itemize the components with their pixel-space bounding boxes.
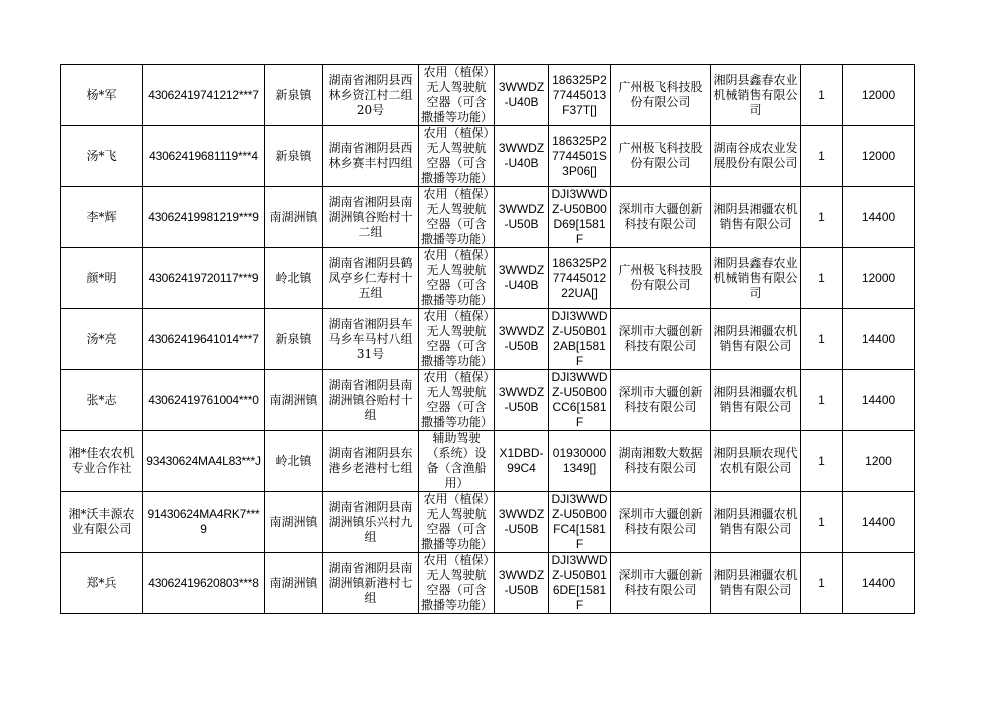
- table-row: [61, 370, 915, 431]
- cell-model: 3WWDZ-U40B: [495, 248, 549, 309]
- cell-model: 3WWDZ-U50B: [495, 370, 549, 431]
- cell-id: 43062419981219***9: [143, 187, 265, 248]
- cell-model: X1DBD-99C4: [495, 431, 549, 492]
- cell-address: 湖南省湘阴县南湖洲镇乐兴村九组: [323, 492, 419, 553]
- cell-product: 农用（植保）无人驾驶航空器（可含撒播等功能）: [419, 187, 495, 248]
- cell-amount: 14400: [843, 370, 915, 431]
- cell-seller: 湘阴县湘疆农机销售有限公司: [711, 370, 801, 431]
- cell-amount: 1200: [843, 431, 915, 492]
- cell-id: 43062419761004***0: [143, 370, 265, 431]
- cell-manufacturer: 湖南湘数大数据科技有限公司: [611, 431, 711, 492]
- cell-seller: 湘阴县湘疆农机销售有限公司: [711, 492, 801, 553]
- cell-model: 3WWDZ-U40B: [495, 65, 549, 126]
- cell-amount: 14400: [843, 553, 915, 614]
- cell-seller: 湘阴县湘疆农机销售有限公司: [711, 187, 801, 248]
- cell-name: 杨*军: [61, 65, 143, 126]
- cell-manufacturer: 深圳市大疆创新科技有限公司: [611, 553, 711, 614]
- cell-product: 农用（植保）无人驾驶航空器（可含撒播等功能）: [419, 492, 495, 553]
- cell-address: 湖南省湘阴县鹤凤亭乡仁寿村十五组: [323, 248, 419, 309]
- cell-address: 湖南省湘阴县南湖洲镇谷贻村十二组: [323, 187, 419, 248]
- table-row: [61, 492, 915, 553]
- cell-town: 南湖洲镇: [265, 492, 323, 553]
- cell-quantity: 1: [801, 309, 843, 370]
- cell-name: 湘*沃丰源农业有限公司: [61, 492, 143, 553]
- cell-manufacturer: 广州极飞科技股份有限公司: [611, 126, 711, 187]
- cell-name: 李*辉: [61, 187, 143, 248]
- cell-quantity: 1: [801, 126, 843, 187]
- cell-manufacturer: 深圳市大疆创新科技有限公司: [611, 309, 711, 370]
- cell-town: 岭北镇: [265, 431, 323, 492]
- cell-quantity: 1: [801, 248, 843, 309]
- cell-name: 郑*兵: [61, 553, 143, 614]
- cell-quantity: 1: [801, 65, 843, 126]
- cell-seller: 湘阴县湘疆农机销售有限公司: [711, 553, 801, 614]
- cell-amount: 12000: [843, 126, 915, 187]
- cell-quantity: 1: [801, 370, 843, 431]
- cell-quantity: 1: [801, 553, 843, 614]
- cell-product: 农用（植保）无人驾驶航空器（可含撒播等功能）: [419, 370, 495, 431]
- table-row: [61, 126, 915, 187]
- cell-serial: DJI3WWDZ-U50B00D69[1581F: [549, 187, 611, 248]
- cell-seller: 湘阴县鑫春农业机械销售有限公司: [711, 248, 801, 309]
- cell-product: 农用（植保）无人驾驶航空器（可含撒播等功能）: [419, 309, 495, 370]
- cell-name: 颜*明: [61, 248, 143, 309]
- cell-serial: DJI3WWDZ-U50B00CC6[1581F: [549, 370, 611, 431]
- cell-town: 新泉镇: [265, 309, 323, 370]
- cell-serial: 186325P27744501222UA[]: [549, 248, 611, 309]
- cell-serial: 186325P27744501S3P06[]: [549, 126, 611, 187]
- cell-address: 湖南省湘阴县西林乡赛丰村四组: [323, 126, 419, 187]
- cell-name: 汤*亮: [61, 309, 143, 370]
- cell-product: 农用（植保）无人驾驶航空器（可含撒播等功能）: [419, 65, 495, 126]
- cell-seller: 湘阴县鑫春农业机械销售有限公司: [711, 65, 801, 126]
- cell-address: 湖南省湘阴县西林乡资江村二组20号: [323, 65, 419, 126]
- cell-town: 新泉镇: [265, 65, 323, 126]
- cell-address: 湖南省湘阴县南湖洲镇新港村七组: [323, 553, 419, 614]
- cell-name: 湘*佳农农机专业合作社: [61, 431, 143, 492]
- cell-amount: 14400: [843, 309, 915, 370]
- cell-quantity: 1: [801, 187, 843, 248]
- cell-id: 43062419720117***9: [143, 248, 265, 309]
- cell-quantity: 1: [801, 492, 843, 553]
- cell-town: 南湖洲镇: [265, 370, 323, 431]
- cell-name: 汤*飞: [61, 126, 143, 187]
- cell-manufacturer: 广州极飞科技股份有限公司: [611, 65, 711, 126]
- cell-model: 3WWDZ-U40B: [495, 126, 549, 187]
- cell-model: 3WWDZ-U50B: [495, 553, 549, 614]
- cell-seller: 湘阴县顺农现代农机有限公司: [711, 431, 801, 492]
- cell-amount: 12000: [843, 65, 915, 126]
- cell-serial: DJI3WWDZ-U50B012AB[1581F: [549, 309, 611, 370]
- cell-name: 张*志: [61, 370, 143, 431]
- table-row: [61, 431, 915, 492]
- cell-model: 3WWDZ-U50B: [495, 187, 549, 248]
- cell-manufacturer: 深圳市大疆创新科技有限公司: [611, 492, 711, 553]
- cell-product: 农用（植保）无人驾驶航空器（可含撒播等功能）: [419, 553, 495, 614]
- cell-model: 3WWDZ-U50B: [495, 309, 549, 370]
- cell-manufacturer: 广州极飞科技股份有限公司: [611, 248, 711, 309]
- cell-manufacturer: 深圳市大疆创新科技有限公司: [611, 187, 711, 248]
- cell-amount: 12000: [843, 248, 915, 309]
- table-row: [61, 65, 915, 126]
- cell-quantity: 1: [801, 431, 843, 492]
- cell-town: 新泉镇: [265, 126, 323, 187]
- cell-id: 43062419681119***4: [143, 126, 265, 187]
- cell-id: 43062419620803***8: [143, 553, 265, 614]
- cell-seller: 湖南谷成农业发展股份有限公司: [711, 126, 801, 187]
- cell-town: 岭北镇: [265, 248, 323, 309]
- cell-amount: 14400: [843, 492, 915, 553]
- cell-id: 43062419641014***7: [143, 309, 265, 370]
- table-row: [61, 187, 915, 248]
- subsidy-table: [60, 64, 915, 614]
- cell-product: 农用（植保）无人驾驶航空器（可含撒播等功能）: [419, 126, 495, 187]
- cell-address: 湖南省湘阴县车马乡车马村八组31号: [323, 309, 419, 370]
- cell-address: 湖南省湘阴县东港乡老港村七组: [323, 431, 419, 492]
- cell-product: 农用（植保）无人驾驶航空器（可含撒播等功能）: [419, 248, 495, 309]
- cell-manufacturer: 深圳市大疆创新科技有限公司: [611, 370, 711, 431]
- cell-model: 3WWDZ-U50B: [495, 492, 549, 553]
- cell-serial: 019300001349[]: [549, 431, 611, 492]
- cell-id: 43062419741212***7: [143, 65, 265, 126]
- table-row: [61, 248, 915, 309]
- cell-town: 南湖洲镇: [265, 187, 323, 248]
- cell-amount: 14400: [843, 187, 915, 248]
- cell-serial: 186325P277445013F37T[]: [549, 65, 611, 126]
- table-row: [61, 553, 915, 614]
- cell-id: 93430624MA4L83***J: [143, 431, 265, 492]
- cell-serial: DJI3WWDZ-U50B016DE[1581F: [549, 553, 611, 614]
- cell-address: 湖南省湘阴县南湖洲镇谷贻村十组: [323, 370, 419, 431]
- cell-town: 南湖洲镇: [265, 553, 323, 614]
- table-row: [61, 309, 915, 370]
- cell-seller: 湘阴县湘疆农机销售有限公司: [711, 309, 801, 370]
- cell-serial: DJI3WWDZ-U50B00FC4[1581F: [549, 492, 611, 553]
- cell-id: 91430624MA4RK7***9: [143, 492, 265, 553]
- cell-product: 辅助驾驶（系统）设备（含渔船用）: [419, 431, 495, 492]
